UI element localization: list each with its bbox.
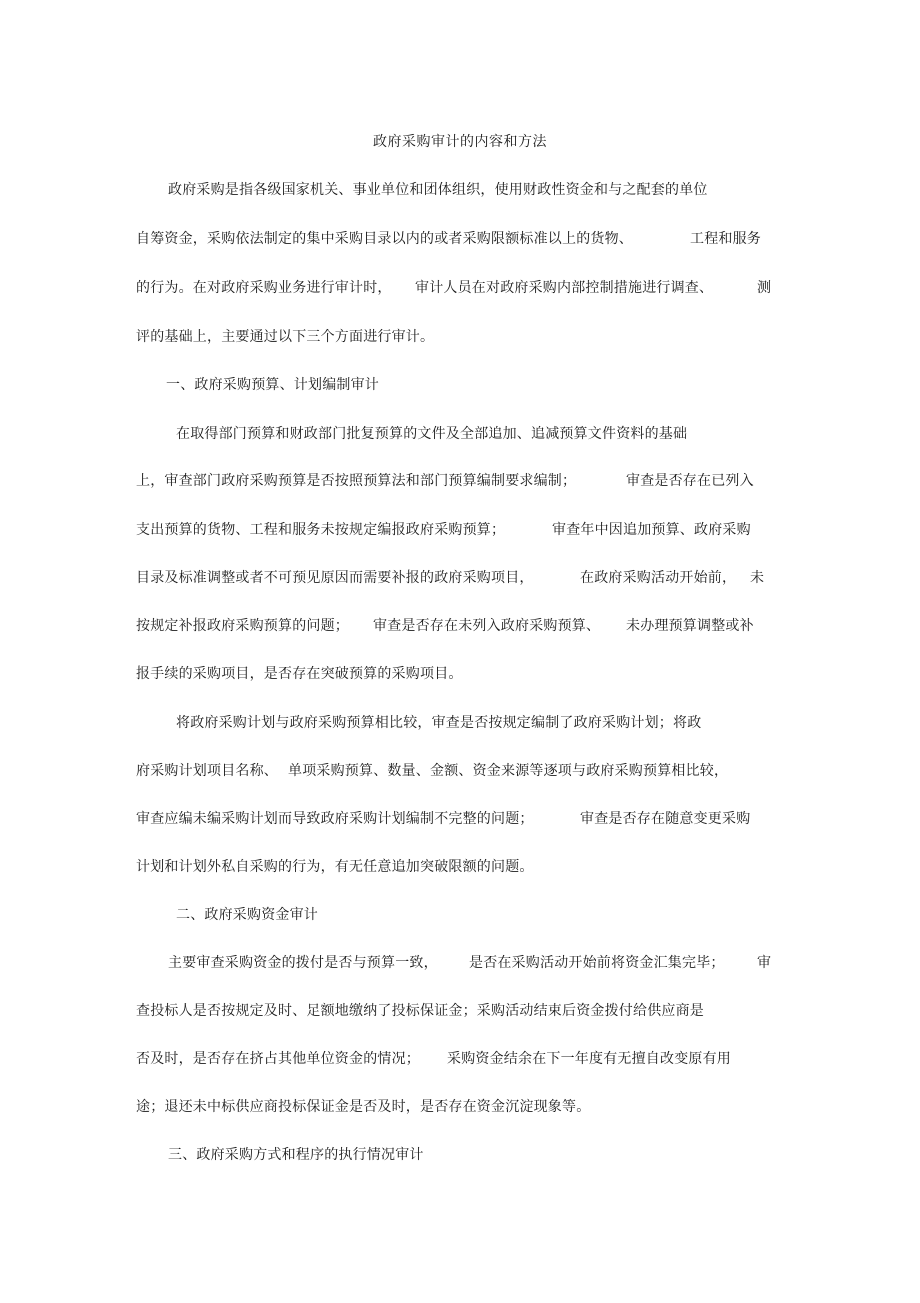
intro-line-3c [757,278,771,298]
text-segment: 是否在采购活动开始前将资金汇集完毕； [469,955,725,971]
s1p1-line-4b [580,568,736,588]
text-segment: 评的基础上，主要通过以下三个方面进行审计。 [136,329,435,345]
s1p1-line-5c [626,616,754,636]
intro-line-2b [690,229,761,249]
s2p1-line-1b [469,953,725,973]
text-segment: 否及时，是否存在挤占其他单位资金的情况； [136,1051,420,1067]
s1p1-line-3 [136,520,505,540]
s2p1-line-3 [136,1049,420,1069]
text-segment: 审查是否存在未列入政府采购预算、 [373,618,601,634]
section-3-heading [168,1145,424,1165]
text-segment: 按规定补报政府采购预算的问题； [136,618,349,634]
text-segment: 工程和服务 [690,231,761,247]
text-segment: 目录及标准调整或者不可预见原因而需要补报的政府采购项目， [136,570,534,586]
text-segment: 审计人员在对政府采购内部控制措施进行调查、 [415,280,714,296]
text-segment: 在取得部门预算和财政部门批复预算的文件及全部追加、追减预算文件资料的基础 [176,426,688,442]
heading-text: 二、政府采购资金审计 [176,907,318,923]
text-segment: 支出预算的货物、工程和服务未按规定编报政府采购预算； [136,522,506,538]
text-segment: 的行为。在对政府采购业务进行审计时， [136,280,392,296]
text-segment: 报手续的采购项目，是否存在突破预算的采购项目。 [136,666,463,682]
text-segment: 将政府采购计划与政府采购预算相比较，审查是否按规定编制了政府采购计划；将政 [176,715,702,731]
text-segment: 审查是否存在已列入 [626,473,754,489]
text-segment: 在政府采购活动开始前， [580,570,737,586]
document-title: 政府采购审计的内容和方法 [373,134,547,150]
section-2-heading [176,905,318,925]
text-segment: 计划和计划外私自采购的行为，有无任意追加突破限额的问题。 [136,859,534,875]
text-segment: 政府采购是指各级国家机关、事业单位和团体组织，使用财政性资金和与之配套的单位 [168,182,708,198]
s1p1-line-3b [552,520,751,540]
text-segment: 府采购计划项目名称、 [136,763,278,779]
s1p1-line-6 [136,664,463,684]
text-segment: 查投标人是否按规定及时、足额地缴纳了投标保证金；采购活动结束后资金拨付给供应商是 [136,1003,704,1019]
s1p1-line-5b [373,616,600,636]
text-segment: 单项采购预算、数量、金额、资金来源等逐项与政府采购预算相比较， [288,763,729,779]
text-segment: 审查年中因追加预算、政府采购 [552,522,751,538]
s1p2-line-1 [176,713,701,733]
s2p1-line-1 [168,953,438,973]
text-segment: 审查是否存在随意变更采购 [580,811,751,827]
heading-text: 三、政府采购方式和程序的执行情况审计 [168,1147,424,1163]
s1p1-line-2b [626,471,754,491]
s1p1-line-1 [176,424,687,444]
text-segment: 测 [757,280,772,296]
s2p1-line-1c [757,953,771,973]
text-segment: 未 [750,570,765,586]
intro-line-4 [136,327,434,347]
s2p1-line-4 [136,1097,590,1117]
s1p1-line-4c [750,568,764,588]
intro-line-1 [168,180,708,200]
text-segment: 主要审查采购资金的拨付是否与预算一致， [168,955,438,971]
s1p2-line-3b [580,809,750,829]
text-segment: 审 [757,955,772,971]
s1p1-line-5 [136,616,349,636]
s1p2-line-4 [136,857,534,877]
text-segment: 审查应编未编采购计划而导致政府采购计划编制不完整的问题； [136,811,534,827]
s2p1-line-3b [447,1049,731,1069]
intro-line-3 [136,278,392,298]
s1p2-line-2 [136,761,278,781]
text-segment: 自筹资金，采购依法制定的集中采购目录以内的或者采购限额标准以上的货物、 [136,231,633,247]
s2p1-line-2 [136,1001,704,1021]
text-segment: 采购资金结余在下一年度有无擅自改变原有用 [447,1051,731,1067]
s1p1-line-4 [136,568,534,588]
intro-line-2 [136,229,633,249]
text-segment: 未办理预算调整或补 [626,618,754,634]
intro-line-3b [415,278,713,298]
text-segment: 上，审查部门政府采购预算是否按照预算法和部门预算编制要求编制； [136,473,577,489]
heading-text: 一、政府采购预算、计划编制审计 [166,377,379,393]
s1p2-line-2b [288,761,728,781]
s1p1-line-2 [136,471,576,491]
s1p2-line-3 [136,809,534,829]
text-segment: 途；退还未中标供应商投标保证金是否及时，是否存在资金沉淀现象等。 [136,1099,591,1115]
section-1-heading [166,375,379,395]
